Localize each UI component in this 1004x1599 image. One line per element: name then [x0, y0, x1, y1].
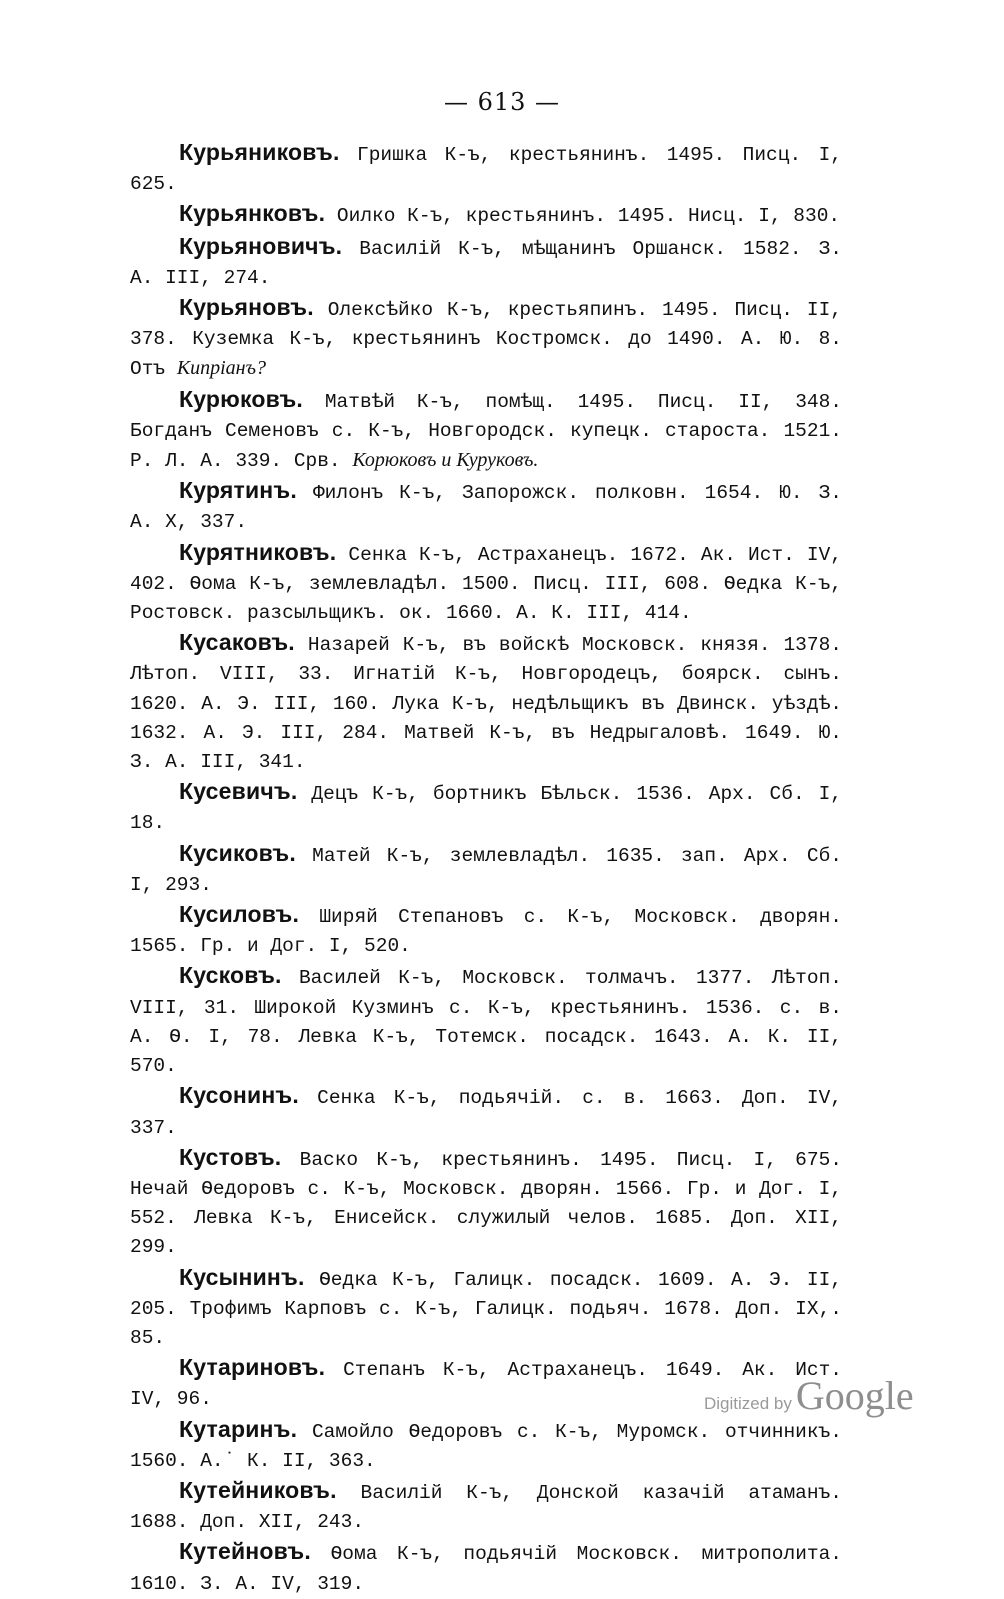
entry-text: Филонъ К-ъ, Запорожск. полковн. 1654. Ю. З. А. X, 337. [130, 482, 842, 534]
dictionary-entry [130, 385, 842, 477]
entry-text: Оилко К-ъ, крестьянинъ. 1495. Нисц. I, 830. [325, 205, 841, 228]
entry-headword: Курьяновичъ. [179, 232, 343, 259]
page-number: — 613 — [443, 88, 561, 116]
dictionary-entry [130, 232, 842, 293]
entry-headword: Кутаринъ. [179, 1415, 298, 1442]
entry-text: Ѳома К-ъ, подьячій Московск. митрополита. 1610. З. А. IV, 319. [130, 1543, 842, 1595]
dictionary-entry [130, 961, 842, 1081]
entry-text: Василій К-ъ, Донской казачій атаманъ. 1688. Доп. XII, 243. [130, 1481, 842, 1534]
entry-text: Гришка К-ъ, крестьянинъ. 1495. Писц. I, 625. [130, 144, 842, 196]
entry-headword: Кусаковъ. [179, 629, 295, 656]
dictionary-entry [130, 1537, 842, 1598]
entry-text: Олексѣйко К-ъ, крестьяпинъ. 1495. Писц. II, 378. Куземка К-ъ, крестьянинъ Костромск. до 1490. А. Ю. 8. Отъ [130, 299, 842, 381]
entry-text: Матей К-ъ, землевладѣл. 1635. зап. Арх. Сб. I, 293. [130, 844, 842, 896]
entry-text: Децъ К-ъ, бортникъ Бѣльск. 1536. Арх. Сб. I, 18. [130, 783, 842, 835]
entry-headword: Кустовъ. [179, 1143, 282, 1170]
entry-headword: Курятниковъ. [179, 538, 337, 565]
entry-headword: Курьянковъ. [179, 200, 326, 227]
dictionary-entry [130, 1081, 842, 1142]
dictionary-entry [130, 199, 842, 231]
entry-headword: Кусевичъ. [179, 778, 298, 805]
google-logo: Google [795, 1373, 914, 1418]
entry-headword: Кусиловъ. [179, 901, 300, 928]
dictionary-entry [130, 476, 842, 537]
dictionary-entry [130, 293, 842, 385]
entry-cross-reference: Корюковъ и Куруковъ. [352, 449, 539, 472]
dictionary-entry [130, 138, 842, 199]
digitized-by-label: Digitized by [704, 1394, 792, 1413]
entry-text: Степанъ К-ъ, Астраханецъ. 1649. Ак. Ист. IV, 96. [130, 1359, 842, 1411]
dictionary-entry [130, 628, 842, 777]
entry-headword: Курюковъ. [179, 385, 303, 412]
entry-text: Василей К-ъ, Московск. толмачъ. 1377. Лѣтоп. VIII, 31. Широкой Кузминъ с. К-ъ, крестьянинъ. 1536. с. в. А. Ѳ. I, 78. Левка К-ъ, Тотемск. посадск. 1643. А. К. II, 570. [130, 967, 842, 1078]
entry-text: Сенка К-ъ, подьячій. с. в. 1663. Доп. IV, 337. [130, 1087, 842, 1139]
entry-text: Василій К-ъ, мѣщанинъ Оршанск. 1582. З. А. III, 274. [130, 237, 842, 289]
dictionary-entry [130, 900, 842, 961]
entry-headword: Кусонинъ. [179, 1082, 299, 1109]
entry-text: Васко К-ъ, крестьянинъ. 1495. Писц. I, 675. Нечай Ѳедоровъ с. К-ъ, Московск. дворян. 1566. Гр. и Дог. I, 552. Левка К-ъ, Енисейск. служилый челов. 1685. Доп. XII, 299. [130, 1148, 842, 1259]
entry-headword: Курьяновъ. [179, 294, 314, 321]
entry-headword: Кусиковъ. [179, 839, 296, 866]
entry-cross-reference: Кипріанъ? [176, 357, 266, 380]
entry-headword: Курятинъ. [179, 477, 297, 504]
entry-text: Сенка К-ъ, Астраханецъ. 1672. Ак. Ист. IV, 402. Ѳома К-ъ, землевладѣл. 1500. Писц. III, 608. Ѳедка К-ъ, Ростовск. разсыльщикъ. ок. 1660. А. К. III, 414. [130, 543, 842, 625]
dictionary-entry [130, 777, 842, 838]
dictionary-entry [130, 839, 842, 900]
entry-text: Ѳедка К-ъ, Галицк. посадск. 1609. А. Э. II, 205. Трофимъ Карповъ с. К-ъ, Галицк. подьяч. 1678. Доп. IX,. 85. [130, 1268, 842, 1349]
entry-headword: Кутариновъ. [179, 1354, 326, 1381]
dictionary-entry [130, 1143, 842, 1263]
digitized-by-google-watermark [704, 1372, 914, 1419]
entry-headword: Кусынинъ. [179, 1263, 305, 1290]
entry-text: Назарей К-ъ, въ войскѣ Московск. князя. 1378. Лѣтоп. VIII, 33. Игнатій К-ъ, Новгородецъ, боярск. сынъ. 1620. А. Э. III, 160. Лука К-ъ, недѣльщикъ въ Двинск. уѣздѣ. 1632. А. Э. III, 284. Матвей К-ъ, въ Недрыгаловѣ. 1649. Ю. З. А. III, 341. [130, 634, 842, 774]
dictionary-entry [130, 1476, 842, 1537]
dictionary-entry [130, 1263, 842, 1354]
entry-text: Матвѣй К-ъ, помѣщ. 1495. Писц. II, 348. Богданъ Семеновъ с. К-ъ, Новгородск. купецк. староста. 1521. Р. Л. А. 339. Срв. [130, 390, 842, 473]
dictionary-entry [130, 538, 842, 629]
entry-text: Самойло Ѳедоровъ с. К-ъ, Муромск. отчинникъ. 1560. А.˙ К. II, 363. [130, 1420, 842, 1472]
entry-headword: Кутейновъ. [179, 1538, 311, 1565]
entry-headword: Кусковъ. [179, 962, 282, 989]
entry-headword: Курьяниковъ. [179, 139, 340, 165]
entry-headword: Кутейниковъ. [179, 1476, 337, 1503]
dictionary-entry [130, 1415, 842, 1476]
entry-text: Ширяй Степановъ с. К-ъ, Московск. дворян. 1565. Гр. и Дог. I, 520. [130, 906, 842, 958]
